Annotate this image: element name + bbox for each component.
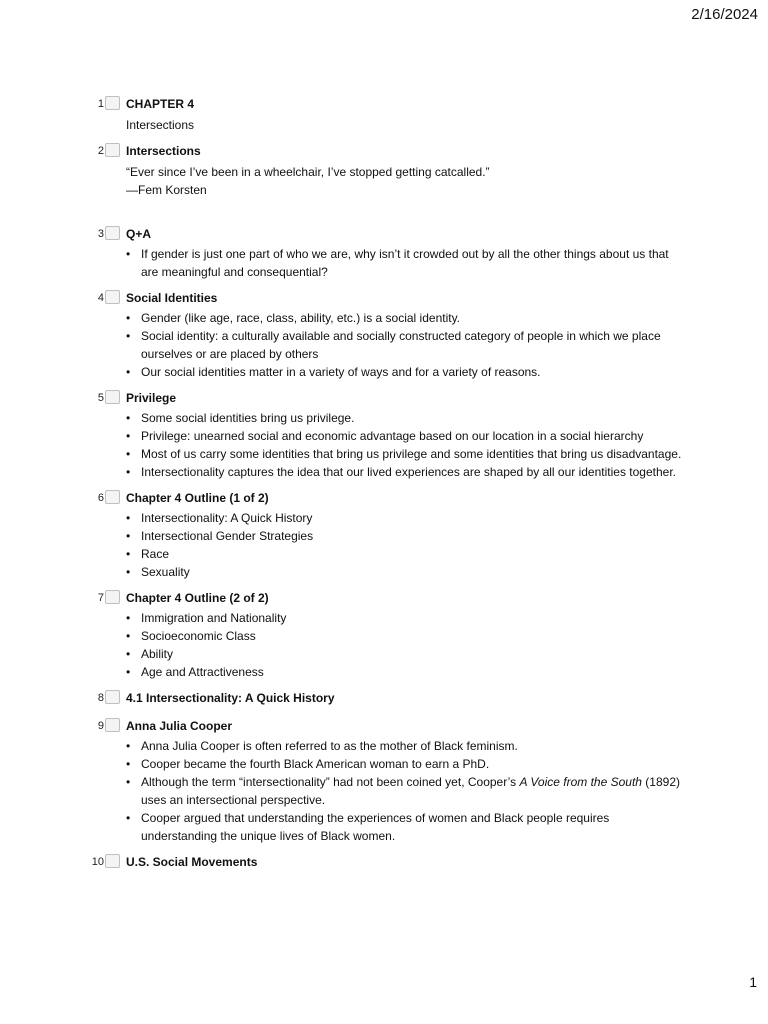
bullet-text: (1892) uses an intersectional perspective. <box>141 775 680 807</box>
slide-number: 9 <box>97 720 104 732</box>
book-title: A Voice from the South <box>519 775 642 789</box>
bullet-item: • Race <box>126 545 686 563</box>
slide-text-line: Intersections <box>126 118 195 132</box>
bullet-list <box>126 609 686 681</box>
slide-checkbox[interactable] <box>105 854 120 868</box>
slide-checkbox[interactable] <box>105 490 120 504</box>
bullet-item: • Privilege: unearned social and economic advantage based on our location in a social hierarchy <box>126 427 686 445</box>
slide-entry <box>86 142 686 199</box>
slide-title: Intersections <box>126 144 201 158</box>
slide-number: 3 <box>97 228 104 240</box>
bullet-item: • Gender (like age, race, class, ability, etc.) is a social identity. <box>126 309 686 327</box>
slide-entry <box>86 489 686 581</box>
slide-title: 4.1 Intersectionality: A Quick History <box>126 691 335 705</box>
bullet-list <box>126 737 686 845</box>
bullet-list <box>126 309 686 381</box>
slide-number: 4 <box>97 292 104 304</box>
bullet-item: • If gender is just one part of who we are, why isn’t it crowded out by all the other things about us that are meaningful and consequential? <box>126 245 686 281</box>
bullet-item: • Sexuality <box>126 563 686 581</box>
slide-entry <box>86 853 686 871</box>
slide-checkbox[interactable] <box>105 690 120 704</box>
slide-content <box>126 225 686 281</box>
page-number: 1 <box>749 974 757 990</box>
slide-number: 6 <box>97 492 104 504</box>
bullet-item: • Age and Attractiveness <box>126 663 686 681</box>
slide-title: Privilege <box>126 391 177 405</box>
slide-content <box>126 95 686 134</box>
slide-title: Anna Julia Cooper <box>126 719 233 733</box>
slide-checkbox[interactable] <box>105 290 120 304</box>
slide-content <box>126 689 686 707</box>
bullet-item: • Some social identities bring us privilege. <box>126 409 686 427</box>
bullet-item: • Social identity: a culturally available and socially constructed category of people in which we place ourselves or are placed by others <box>126 327 686 363</box>
slide-title: Chapter 4 Outline (1 of 2) <box>126 491 269 505</box>
slide-content <box>126 589 686 681</box>
bullet-item: • Anna Julia Cooper is often referred to as the mother of Black feminism. <box>126 737 686 755</box>
slide-entry <box>86 95 686 134</box>
bullet-item: • Immigration and Nationality <box>126 609 686 627</box>
slide-number: 7 <box>97 592 104 604</box>
slide-entry <box>86 389 686 481</box>
bullet-item: • Cooper became the fourth Black American woman to earn a PhD. <box>126 755 686 773</box>
slide-text-line: “Ever since I’ve been in a wheelchair, I’ve stopped getting catcalled.” <box>126 165 490 179</box>
bullet-item: • Cooper argued that understanding the experiences of women and Black people requires understanding the unique lives of Black women. <box>126 809 686 845</box>
slide-checkbox[interactable] <box>105 96 120 110</box>
slide-content <box>126 853 686 871</box>
bullet-item <box>126 773 686 809</box>
slide-text-line: —Fem Korsten <box>126 183 207 197</box>
bullet-list <box>126 509 686 581</box>
slide-checkbox[interactable] <box>105 143 120 157</box>
slide-number: 10 <box>91 856 104 868</box>
print-date: 2/16/2024 <box>691 6 758 23</box>
slide-content <box>126 489 686 581</box>
bullet-item: • Ability <box>126 645 686 663</box>
slide-content <box>126 142 686 199</box>
slide-entry <box>86 717 686 845</box>
bullet-item: • Most of us carry some identities that bring us privilege and some identities that bring us disadvantage. <box>126 445 686 463</box>
slide-title: Chapter 4 Outline (2 of 2) <box>126 591 269 605</box>
bullet-item: • Socioeconomic Class <box>126 627 686 645</box>
slide-number: 2 <box>97 145 104 157</box>
slide-outline <box>86 95 686 871</box>
slide-checkbox[interactable] <box>105 590 120 604</box>
bullet-item: • Our social identities matter in a variety of ways and for a variety of reasons. <box>126 363 686 381</box>
slide-content <box>126 389 686 481</box>
slide-checkbox[interactable] <box>105 390 120 404</box>
bullet-text: Although the term “intersectionality” had not been coined yet, Cooper’s <box>141 775 520 789</box>
slide-number: 8 <box>97 692 104 704</box>
slide-title: Q+A <box>126 227 152 241</box>
slide-title: CHAPTER 4 <box>126 97 195 111</box>
slide-entry <box>86 289 686 381</box>
slide-entry <box>86 689 686 707</box>
bullet-item: • Intersectionality: A Quick History <box>126 509 686 527</box>
bullet-list <box>126 245 686 281</box>
slide-content <box>126 717 686 845</box>
bullet-list <box>126 409 686 481</box>
slide-title: Social Identities <box>126 291 218 305</box>
slide-number: 1 <box>97 98 104 110</box>
slide-entry <box>86 225 686 281</box>
bullet-item: • Intersectionality captures the idea that our lived experiences are shaped by all our identities together. <box>126 463 686 481</box>
slide-checkbox[interactable] <box>105 718 120 732</box>
slide-number: 5 <box>97 392 104 404</box>
slide-title: U.S. Social Movements <box>126 855 258 869</box>
slide-entry <box>86 589 686 681</box>
slide-content <box>126 289 686 381</box>
bullet-item: • Intersectional Gender Strategies <box>126 527 686 545</box>
slide-checkbox[interactable] <box>105 226 120 240</box>
